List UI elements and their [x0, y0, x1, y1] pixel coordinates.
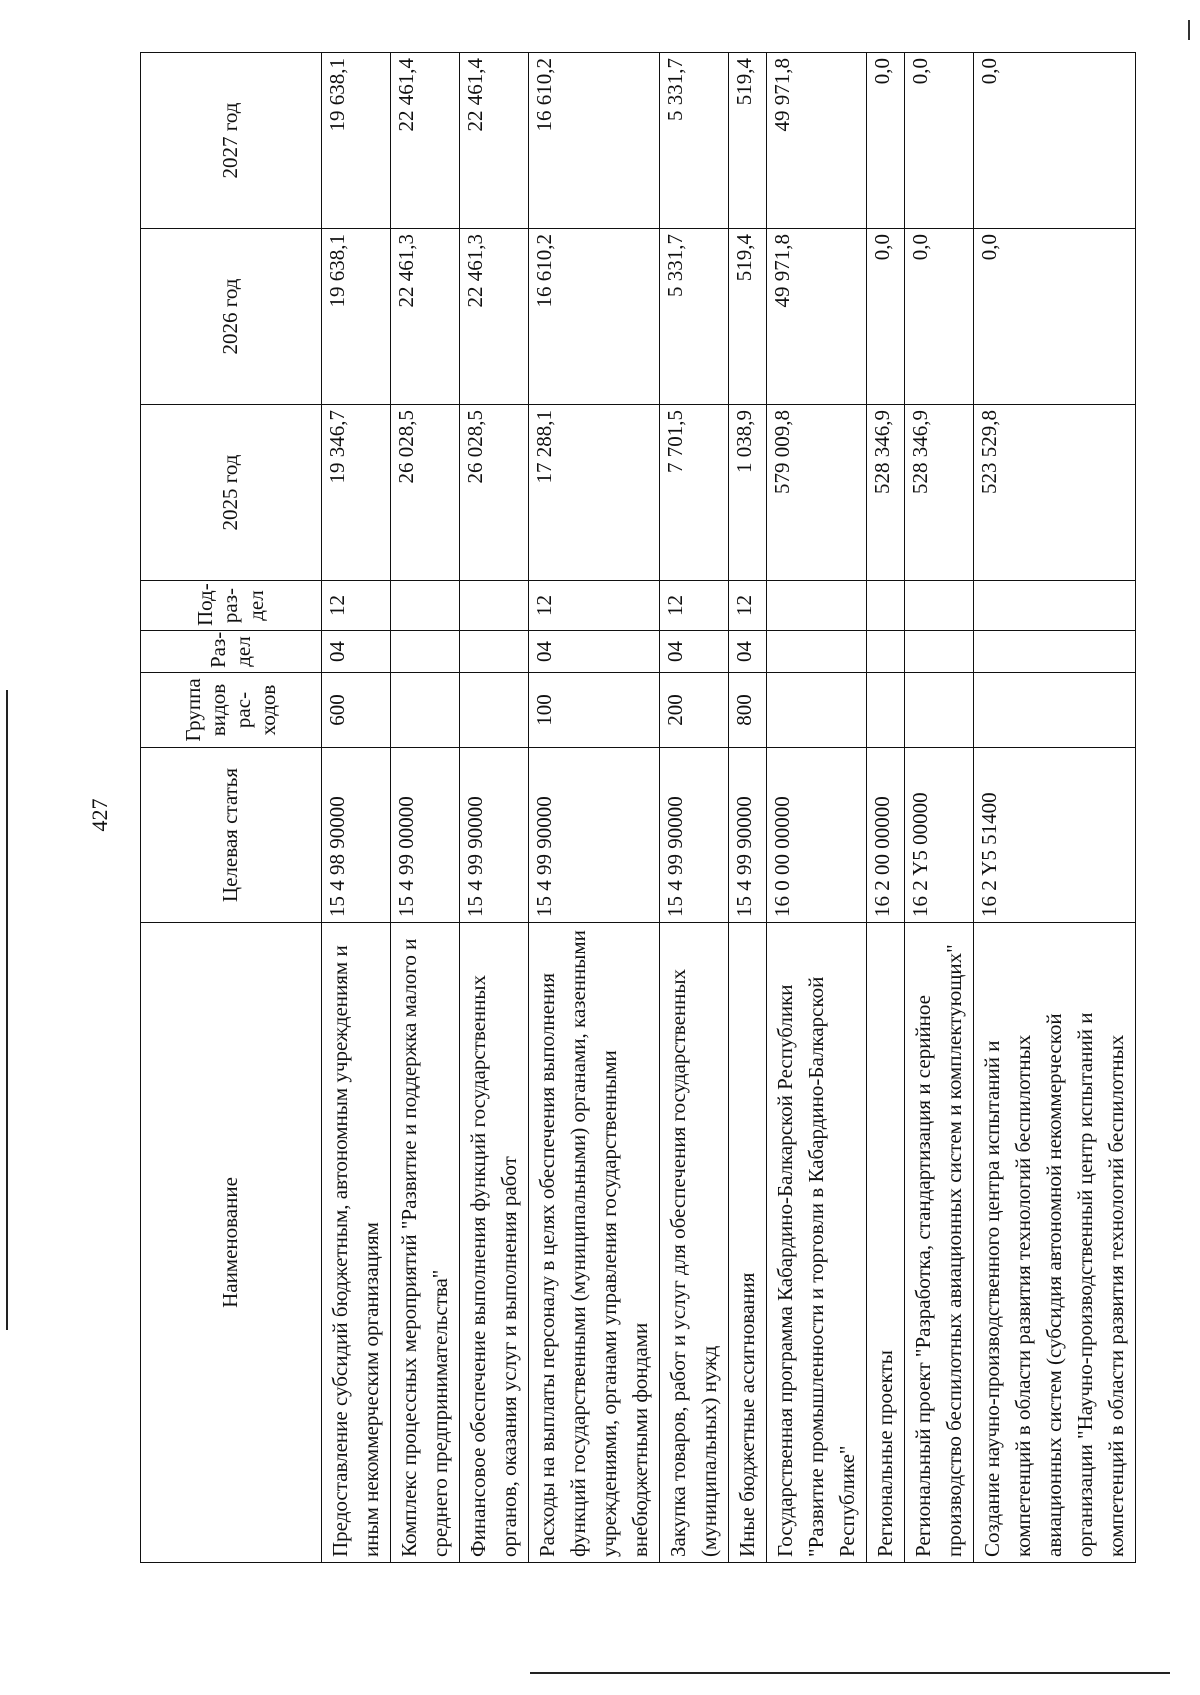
row-subsection: 12 [729, 581, 767, 631]
row-name: Расходы на выплаты персоналу в целях обеспечения выполнения функций государственными (муниципальными) органами, казенными учреждениями, органами управления государственными внебюджетными фондами [529, 923, 660, 1563]
row-target-article: 15 4 98 90000 [322, 748, 391, 923]
row-name: Региональные проекты [867, 923, 905, 1563]
header-year-2026: 2026 год [141, 229, 322, 405]
row-year-2027: 0,0 [867, 53, 905, 229]
row-expense-group: 100 [529, 673, 660, 748]
row-year-2026: 49 971,8 [767, 229, 867, 405]
row-expense-group [974, 673, 1136, 748]
row-name: Региональный проект "Разработка, стандартизация и серийное производство беспилотных авиационных систем и комплектующих" [905, 923, 974, 1563]
header-section: Раз-дел [141, 631, 322, 673]
table-row [660, 53, 729, 1563]
row-section [905, 631, 974, 673]
scan-margin-mark [1188, 20, 1190, 40]
table-row [729, 53, 767, 1563]
row-section: 04 [660, 631, 729, 673]
row-year-2025: 579 009,8 [767, 405, 867, 581]
row-target-article: 15 4 99 90000 [529, 748, 660, 923]
row-section: 04 [322, 631, 391, 673]
row-target-article: 16 2 00 00000 [867, 748, 905, 923]
row-section [391, 631, 460, 673]
row-subsection [391, 581, 460, 631]
row-target-article: 15 4 99 90000 [460, 748, 529, 923]
row-subsection: 12 [660, 581, 729, 631]
row-year-2026: 0,0 [867, 229, 905, 405]
row-year-2025: 528 346,9 [867, 405, 905, 581]
header-expense-group: Группа видов рас-ходов [141, 673, 322, 748]
table-row [460, 53, 529, 1563]
row-subsection: 12 [529, 581, 660, 631]
row-year-2025: 19 346,7 [322, 405, 391, 581]
budget-table [140, 52, 1136, 1563]
row-subsection [905, 581, 974, 631]
row-year-2026: 16 610,2 [529, 229, 660, 405]
table-row [767, 53, 867, 1563]
row-year-2027: 22 461,4 [391, 53, 460, 229]
row-target-article: 16 2 Y5 00000 [905, 748, 974, 923]
header-target-article: Целевая статья [141, 748, 322, 923]
table-row [391, 53, 460, 1563]
row-year-2026: 22 461,3 [460, 229, 529, 405]
row-expense-group: 600 [322, 673, 391, 748]
row-target-article: 15 4 99 90000 [660, 748, 729, 923]
row-expense-group [767, 673, 867, 748]
row-year-2027: 16 610,2 [529, 53, 660, 229]
row-year-2025: 528 346,9 [905, 405, 974, 581]
row-name: Закупка товаров, работ и услуг для обеспечения государственных (муниципальных) нужд [660, 923, 729, 1563]
table-row [322, 53, 391, 1563]
row-year-2025: 523 529,8 [974, 405, 1136, 581]
row-year-2025: 17 288,1 [529, 405, 660, 581]
row-year-2025: 1 038,9 [729, 405, 767, 581]
row-target-article: 15 4 99 00000 [391, 748, 460, 923]
row-year-2026: 519,4 [729, 229, 767, 405]
row-year-2026: 22 461,3 [391, 229, 460, 405]
table-row [905, 53, 974, 1563]
row-subsection [767, 581, 867, 631]
header-year-2025: 2025 год [141, 405, 322, 581]
row-year-2027: 0,0 [905, 53, 974, 229]
row-expense-group: 200 [660, 673, 729, 748]
row-section [460, 631, 529, 673]
row-name: Комплекс процессных мероприятий "Развитие и поддержка малого и среднего предпринимательства" [391, 923, 460, 1563]
row-year-2026: 0,0 [974, 229, 1136, 405]
row-expense-group: 800 [729, 673, 767, 748]
row-expense-group [460, 673, 529, 748]
table-row [974, 53, 1136, 1563]
page-number: 427 [87, 798, 112, 832]
row-year-2027: 519,4 [729, 53, 767, 229]
row-section: 04 [529, 631, 660, 673]
row-year-2027: 49 971,8 [767, 53, 867, 229]
row-expense-group [391, 673, 460, 748]
row-name: Государственная программа Кабардино-Балкарской Республики "Развитие промышленности и торговли в Кабардино-Балкарской Республике" [767, 923, 867, 1563]
row-name: Предоставление субсидий бюджетным, автономным учреждениям и иным некоммерческим организациям [322, 923, 391, 1563]
row-expense-group [905, 673, 974, 748]
row-year-2026: 5 331,7 [660, 229, 729, 405]
table-row [867, 53, 905, 1563]
row-year-2025: 26 028,5 [391, 405, 460, 581]
row-expense-group [867, 673, 905, 748]
row-section: 04 [729, 631, 767, 673]
row-year-2027: 0,0 [974, 53, 1136, 229]
row-year-2025: 7 701,5 [660, 405, 729, 581]
table-row [529, 53, 660, 1563]
rotated-table-container [140, 58, 1136, 1563]
row-name: Иные бюджетные ассигнования [729, 923, 767, 1563]
row-subsection [974, 581, 1136, 631]
row-year-2027: 19 638,1 [322, 53, 391, 229]
row-subsection: 12 [322, 581, 391, 631]
scan-edge-line [6, 690, 8, 1330]
header-subsection: Под-раз-дел [141, 581, 322, 631]
header-name: Наименование [141, 923, 322, 1563]
row-target-article: 15 4 99 90000 [729, 748, 767, 923]
row-target-article: 16 0 00 00000 [767, 748, 867, 923]
scan-edge-line [530, 1672, 1170, 1674]
row-subsection [867, 581, 905, 631]
header-year-2027: 2027 год [141, 53, 322, 229]
row-section [767, 631, 867, 673]
row-name: Финансовое обеспечение выполнения функций государственных органов, оказания услуг и выполнения работ [460, 923, 529, 1563]
row-section [867, 631, 905, 673]
row-year-2027: 22 461,4 [460, 53, 529, 229]
row-year-2026: 0,0 [905, 229, 974, 405]
table-header-row [141, 53, 322, 1563]
row-subsection [460, 581, 529, 631]
row-target-article: 16 2 Y5 51400 [974, 748, 1136, 923]
row-section [974, 631, 1136, 673]
row-name: Создание научно-производственного центра испытаний и компетенций в области развития технологий беспилотных авиационных систем (субсидия автономной некоммерческой организации "Научно-производственный центр испытаний и компетенций в области развития технологий беспилотных [974, 923, 1136, 1563]
row-year-2026: 19 638,1 [322, 229, 391, 405]
row-year-2027: 5 331,7 [660, 53, 729, 229]
row-year-2025: 26 028,5 [460, 405, 529, 581]
